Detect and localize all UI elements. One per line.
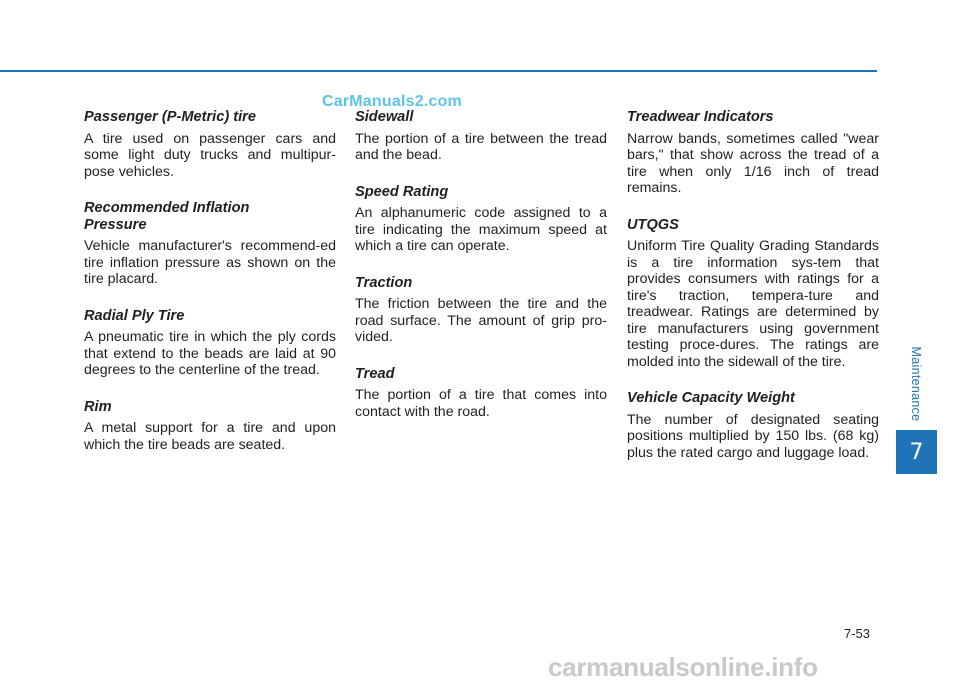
entry-text: Uniform Tire Quality Grading Standards is a tire information sys-tem that provides consumers with ratings for a tire's traction, tempera-ture and treadwear. Ratings are determined by tire manufacturers using government testing proce-dures. The ratings are molded into the sidewall of the tire. (627, 238, 879, 370)
glossary-entry (84, 109, 336, 180)
glossary-entry (355, 109, 607, 164)
entry-heading: Traction (355, 274, 413, 291)
entry-text: An alphanumeric code assigned to a tire indicating the maximum speed at which a tire can operate. (355, 205, 607, 254)
entry-heading: Sidewall (355, 109, 414, 125)
entry-text: The friction between the tire and the road surface. The amount of grip pro-vided. (355, 296, 607, 345)
column-3 (627, 109, 879, 481)
entry-heading: Radial Ply Tire (84, 307, 185, 324)
entry-heading: Passenger (P-Metric) tire (84, 109, 256, 125)
entry-heading: Tread (355, 365, 395, 382)
entry-text: Narrow bands, sometimes called "wear bars," that show across the tread of a tire when only 1/16 inch of tread remains. (627, 130, 879, 196)
entry-heading: Recommended Inflation Pressure (84, 200, 250, 233)
glossary-entry (84, 200, 336, 288)
chapter-tab[interactable] (896, 430, 937, 474)
header-rule (0, 70, 877, 72)
glossary-entry (627, 217, 879, 371)
entry-heading: Rim (84, 398, 112, 415)
entry-heading: Vehicle Capacity Weight (627, 390, 795, 406)
entry-text: The portion of a tire that comes into contact with the road. (355, 387, 607, 420)
entry-text: The portion of a tire between the tread and the bead. (355, 130, 607, 163)
entry-text: A pneumatic tire in which the ply cords that extend to the beads are laid at 90 degrees to the centerline of the tread. (84, 329, 336, 378)
chapter-number: 7 (909, 439, 924, 465)
column-1 (84, 109, 336, 473)
entry-text: The number of designated seating positions multiplied by 150 lbs. (68 kg) plus the rated cargo and luggage load. (627, 411, 879, 461)
glossary-entry (627, 390, 879, 461)
entry-heading: Treadwear Indicators (627, 109, 774, 125)
chapter-label: Maintenance (909, 346, 923, 422)
glossary-entry (355, 275, 607, 346)
page-number: 7-53 (844, 626, 871, 641)
glossary-entry (355, 366, 607, 421)
glossary-entry (84, 308, 336, 379)
column-2 (355, 109, 607, 440)
glossary-entry (84, 399, 336, 454)
entry-heading: Speed Rating (355, 183, 449, 200)
entry-heading: UTQGS (627, 216, 679, 233)
entry-text: A tire used on passenger cars and some light duty trucks and multipur-pose vehicles. (84, 130, 336, 180)
glossary-entry (627, 109, 879, 197)
entry-text: Vehicle manufacturer's recommend-ed tire inflation pressure as shown on the tire placard. (84, 238, 336, 287)
watermark-top: CarManuals2.com (322, 93, 462, 110)
watermark-footer: carmanualsonline.info (548, 652, 818, 682)
glossary-entry (355, 184, 607, 255)
entry-text: A metal support for a tire and upon which the tire beads are seated. (84, 420, 336, 453)
